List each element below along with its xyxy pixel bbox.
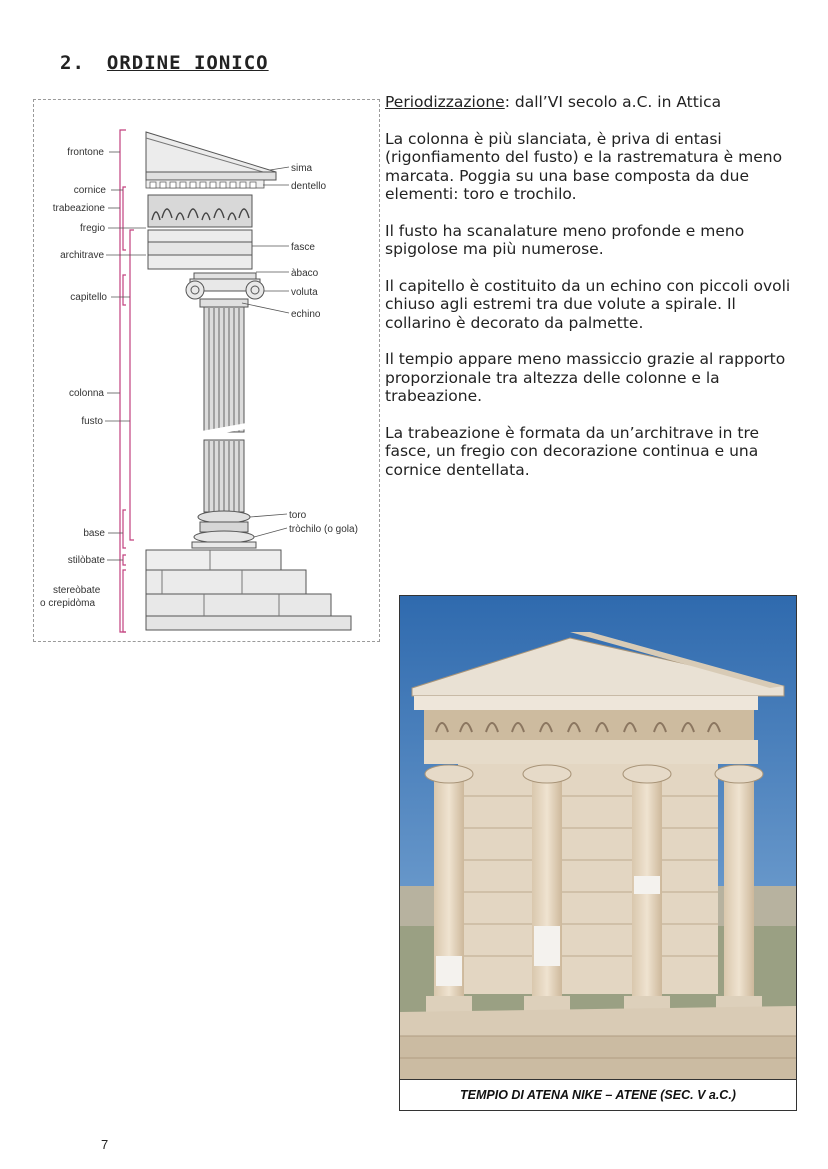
- label-stereobate: stereòbate: [53, 585, 101, 596]
- description-text: [385, 93, 795, 497]
- label-frontone: frontone: [67, 147, 104, 158]
- label-sima: sima: [291, 163, 313, 174]
- label-crepidoma: o crepidòma: [40, 598, 96, 609]
- label-fasce: fasce: [291, 242, 315, 253]
- label-colonna: colonna: [68, 388, 104, 399]
- label-cornice: cornice: [73, 185, 106, 196]
- label-abaco: àbaco: [291, 268, 319, 279]
- label-toro: toro: [289, 510, 307, 521]
- label-base: base: [83, 528, 105, 539]
- label-stilobate: stilòbate: [67, 555, 105, 566]
- temple-athena-nike-image: [400, 596, 796, 1080]
- heading-number: 2.: [60, 52, 85, 74]
- column-shaft-lower: [204, 440, 244, 512]
- entablature-paragraph: La trabeazione è formata da un’architrave in tre fasce, un fregio con decorazione continua e una cornice dentellata.: [385, 423, 760, 479]
- label-dentello: dentello: [291, 181, 327, 192]
- page-number: 7: [101, 1137, 109, 1152]
- label-capitello: capitello: [70, 292, 107, 303]
- label-architrave: architrave: [60, 250, 104, 261]
- period-paragraph: [385, 93, 795, 112]
- heading-title: ORDINE IONICO: [106, 52, 269, 74]
- column-paragraph: La colonna è più slanciata, è priva di entasi (rigonfiamento del fusto) e la rastrematura è meno marcata. Poggia su una base composta da due elementi: toro e trochilo.: [385, 129, 783, 203]
- period-label: Periodizzazione: [385, 93, 505, 111]
- ionic-column-illustration: [34, 100, 381, 643]
- photo-caption: TEMPIO DI ATENA NIKE – ATENE (SEC. V a.C.): [400, 1079, 796, 1110]
- label-trochilo: tròchilo (o gola): [289, 524, 358, 535]
- temple-paragraph: Il tempio appare meno massiccio grazie al rapporto proporzionale tra altezza delle colonne e la trabeazione.: [385, 350, 786, 405]
- brackets: [120, 130, 134, 632]
- temple-photo: [399, 595, 797, 1111]
- ionic-order-diagram: [33, 99, 380, 642]
- column-shaft-upper: [204, 307, 244, 432]
- label-trabeazione: trabeazione: [52, 203, 105, 214]
- label-echino: echino: [291, 309, 321, 320]
- capital-paragraph: Il capitello è costituito da un echino con piccoli ovoli chiuso agli estremi tra due volute a spirale. Il collarino è decorato da palmette.: [385, 276, 791, 332]
- page-heading: [60, 52, 269, 74]
- label-fusto: fusto: [81, 416, 103, 427]
- shaft-paragraph: Il fusto ha scanalature meno profonde e meno spigolose ma più numerose.: [385, 221, 745, 258]
- label-fregio: fregio: [79, 223, 105, 234]
- period-value: : dall’VI secolo a.C. in Attica: [504, 93, 722, 111]
- label-voluta: voluta: [291, 287, 318, 298]
